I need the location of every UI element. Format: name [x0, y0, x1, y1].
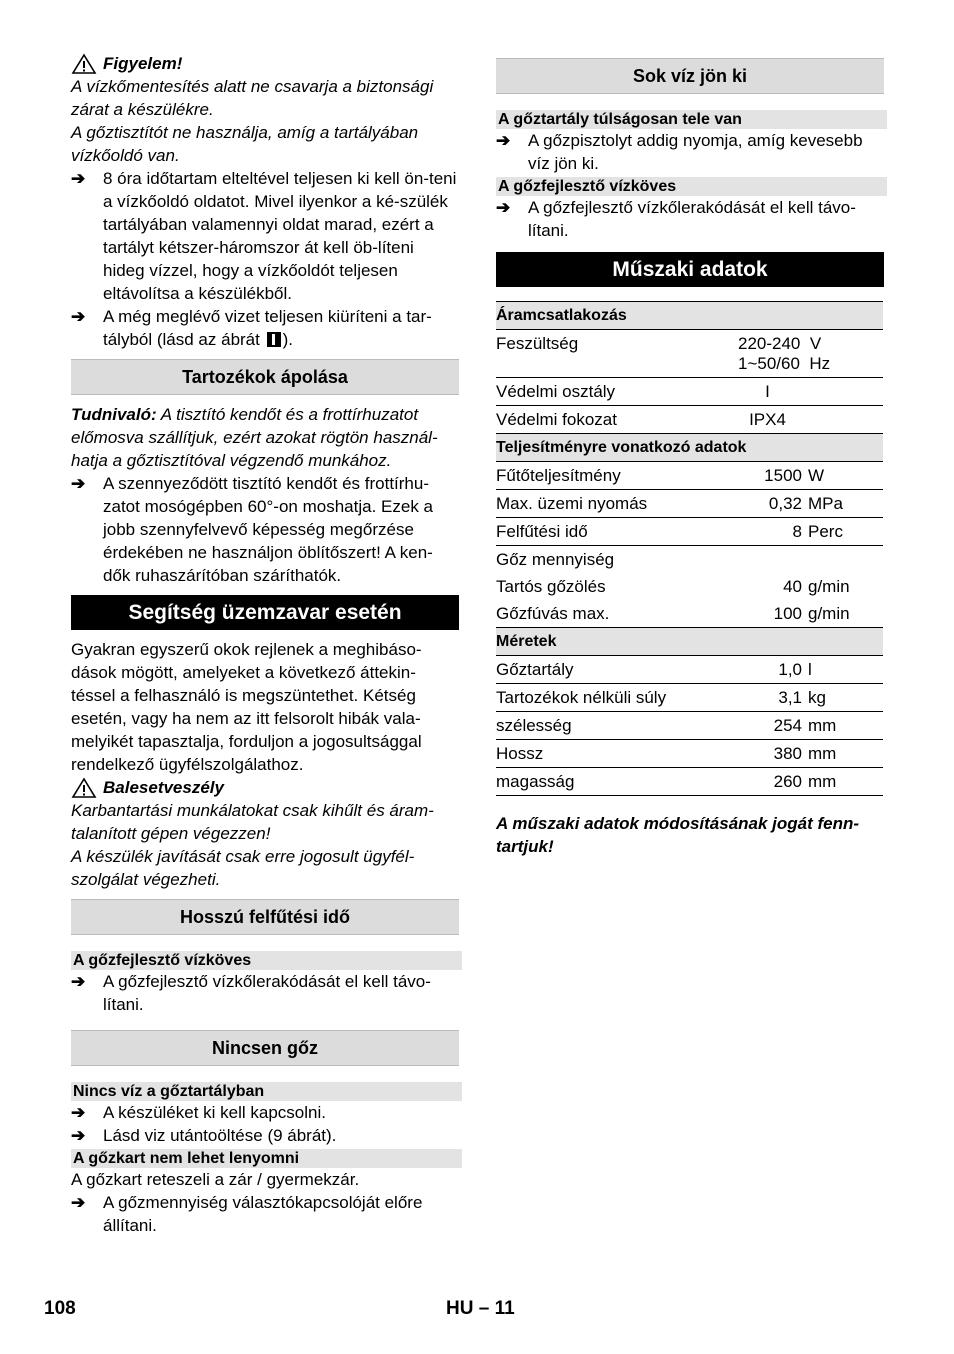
note-paragraph	[71, 403, 459, 472]
instruction-step	[71, 472, 459, 587]
arrow-right-icon: ➔	[496, 131, 511, 150]
spec-row	[496, 656, 883, 684]
spec-unit: mm	[808, 768, 883, 796]
step-text: A gőzpisztolyt addig nyomja, amíg kevesebb víz jön ki.	[528, 131, 863, 173]
spec-row	[496, 684, 883, 712]
subheader-no-water: Nincs víz a gőztartályban	[71, 1082, 462, 1101]
spec-row	[496, 768, 883, 796]
spec-table	[496, 301, 883, 796]
spec-label: Gőzfúvás max.	[496, 600, 722, 628]
help-paragraph: Gyakran egyszerű okok rejlenek a meghibáso-dások mögött, amelyeket a következő áttekin-téssel a felhasználó is megszüntethet. Kétség esetén, vagy ha nem az itt felsorolt hibák vala-melyikét tapasztalja, forduljon a jogosultsággal rendelkező ügyfélszolgálathoz.	[71, 640, 422, 774]
spec-label: Tartós gőzölés	[496, 577, 606, 596]
step-text: A szennyeződött tisztító kendőt és frottírhu-zatot mosógépben 60°-on moshatja. Ezek a jobb szennyfelvevő képesség megőrzése érdekében ne használjon öblítőszert! A ken-dők ruhaszárítóban száríthatók.	[103, 474, 433, 585]
subheader-trigger: A gőzkart nem lehet lenyomni	[71, 1149, 462, 1168]
instruction-step	[71, 1124, 459, 1147]
subheader-scaled: A gőzfejlesztő vízköves	[496, 177, 887, 196]
spec-value: 40	[783, 577, 802, 596]
trigger-text: A gőzkart reteszeli a zár / gyermekzár.	[71, 1170, 360, 1189]
spec-value: 1500	[722, 462, 808, 490]
spec-value: 100	[722, 600, 808, 628]
spec-label: Gőztartály	[496, 656, 722, 684]
arrow-right-icon: ➔	[71, 1103, 86, 1122]
spec-unit: g/min	[808, 577, 850, 596]
warning-heading	[71, 52, 459, 75]
instruction-step	[71, 1101, 459, 1124]
spec-label: magasság	[496, 768, 722, 796]
instruction-step	[71, 167, 459, 305]
step-text	[103, 305, 459, 351]
arrow-right-icon: ➔	[71, 1126, 86, 1145]
voltage-value: 220-240 V	[738, 334, 822, 353]
danger-line: Karbantartási munkálatokat csak kihűlt és áram-talanított gépen végezzen!	[71, 801, 434, 843]
spec-section-row	[496, 628, 883, 656]
arrow-right-icon: ➔	[71, 1193, 86, 1212]
spec-value: 380	[722, 740, 808, 768]
step-text-main: A még meglévő vizet teljesen kiüríteni a tar-tályból (lásd az ábrát	[103, 307, 432, 349]
danger-title: Balesetveszély	[103, 778, 224, 797]
page-number: 108	[44, 1298, 76, 1319]
warning-triangle-icon	[71, 53, 97, 75]
spec-label: Felfűtési idő	[496, 518, 722, 546]
section-header-tech-data: Műszaki adatok	[496, 252, 884, 287]
spec-unit: MPa	[808, 490, 883, 518]
spec-value: 8	[722, 518, 808, 546]
spec-value: I	[722, 378, 883, 406]
spec-row	[496, 573, 883, 600]
section-header-no-steam: Nincsen gőz	[71, 1030, 459, 1066]
frequency-value: 1~50/60 Hz	[738, 354, 831, 373]
danger-line: A készülék javítását csak erre jogosult ügyfél-szolgálat végezheti.	[71, 847, 415, 889]
spec-section-title: Teljesítményre vonatkozó adatok	[496, 434, 883, 462]
spec-row	[496, 712, 883, 740]
spec-row	[496, 490, 883, 518]
step-text: A készüléket ki kell kapcsolni.	[103, 1103, 326, 1122]
spec-row	[496, 378, 883, 406]
spec-value: 3,1	[722, 684, 808, 712]
spec-value: 1,0	[722, 656, 808, 684]
spec-unit: Perc	[808, 518, 883, 546]
spec-row	[496, 518, 883, 546]
spec-unit: mm	[808, 740, 883, 768]
warning-line: A gőztisztítót ne használja, amíg a tartályában vízkőoldó van.	[71, 123, 419, 165]
spec-section-row	[496, 302, 883, 330]
step-text: A gőzfejlesztő vízkőlerakódását el kell távo-lítani.	[103, 972, 431, 1014]
left-column	[71, 52, 459, 1237]
arrow-right-icon: ➔	[71, 169, 86, 188]
instruction-step	[496, 196, 884, 242]
spec-row	[496, 330, 883, 378]
section-page-label: HU – 11	[446, 1298, 515, 1319]
spec-label: Gőz mennyiség	[496, 550, 615, 569]
reserve-note: A műszaki adatok módosításának jogát fenn-tartjuk!	[496, 814, 860, 856]
spec-value: 260	[722, 768, 808, 796]
section-header-accessories: Tartozékok ápolása	[71, 359, 459, 395]
spec-unit: W	[808, 462, 883, 490]
arrow-right-icon: ➔	[71, 307, 86, 326]
spec-label: Védelmi osztály	[496, 378, 722, 406]
danger-heading	[71, 776, 459, 799]
section-header-help: Segítség üzemzavar esetén	[71, 595, 459, 630]
note-label: Tudnivaló:	[71, 405, 157, 424]
instruction-step	[496, 129, 884, 175]
step-text: A gőzmennyiség választókapcsolóját előre állítani.	[103, 1193, 423, 1235]
warning-line: A vízkőmentesítés alatt ne csavarja a biztonsági zárat a készülékre.	[71, 77, 434, 119]
spec-label: Tartozékok nélküli súly	[496, 684, 722, 712]
arrow-right-icon: ➔	[71, 972, 86, 991]
spec-value: IPX4	[722, 406, 883, 434]
step-text-end: ).	[282, 330, 293, 349]
step-text: Lásd viz utántoöltése (9 ábrát).	[103, 1126, 337, 1145]
spec-row	[496, 600, 883, 628]
subheader-scaled: A gőzfejlesztő vízköves	[71, 951, 462, 970]
spec-value: 0,32	[722, 490, 808, 518]
spec-label: Max. üzemi nyomás	[496, 490, 722, 518]
instruction-step	[71, 1191, 459, 1237]
section-header-heating: Hosszú felfűtési idő	[71, 899, 459, 935]
spec-section-title: Méretek	[496, 628, 883, 656]
spec-section-title: Áramcsatlakozás	[496, 302, 883, 330]
spec-unit: kg	[808, 684, 883, 712]
spec-label: Védelmi fokozat	[496, 406, 722, 434]
spec-value: 254	[722, 712, 808, 740]
spec-row	[496, 740, 883, 768]
step-text: A gőzfejlesztő vízkőlerakódását el kell távo-lítani.	[528, 198, 856, 240]
spec-label: szélesség	[496, 712, 722, 740]
spec-label: Hossz	[496, 740, 722, 768]
spec-unit: l	[808, 656, 883, 684]
spec-row	[496, 546, 883, 574]
subheader-tank-full: A gőztartály túlságosan tele van	[496, 110, 887, 129]
figure-reference-icon	[267, 332, 281, 347]
instruction-step	[71, 305, 459, 351]
spec-unit: g/min	[808, 600, 883, 628]
spec-label: Feszültség	[496, 330, 722, 378]
spec-row	[496, 406, 883, 434]
spec-label: Fűtőteljesítmény	[496, 462, 722, 490]
arrow-right-icon: ➔	[71, 474, 86, 493]
right-column	[496, 58, 884, 858]
step-text: 8 óra időtartam elteltével teljesen ki kell ön-teni a vízkőoldó oldatot. Mivel ilyenkor a ké-szülék tartályában valamennyi oldat marad, ezért a tartályt kétszer-háromszor át kell öb-líteni hideg vízzel, hogy a vízkőoldót teljesen eltávolítsa a készülékből.	[103, 169, 457, 303]
spec-section-row	[496, 434, 883, 462]
spec-value	[722, 330, 883, 378]
section-header-much-water: Sok víz jön ki	[496, 58, 884, 94]
spec-row	[496, 462, 883, 490]
note-text: A tisztító kendőt és a frottírhuzatot előmosva szállítjuk, ezért azokat rögtön használ-hatja a gőztisztítóval végzendő munkához.	[71, 405, 438, 470]
spec-unit: mm	[808, 712, 883, 740]
warning-title: Figyelem!	[103, 54, 183, 73]
arrow-right-icon: ➔	[496, 198, 511, 217]
warning-triangle-icon	[71, 777, 97, 799]
instruction-step	[71, 970, 459, 1016]
